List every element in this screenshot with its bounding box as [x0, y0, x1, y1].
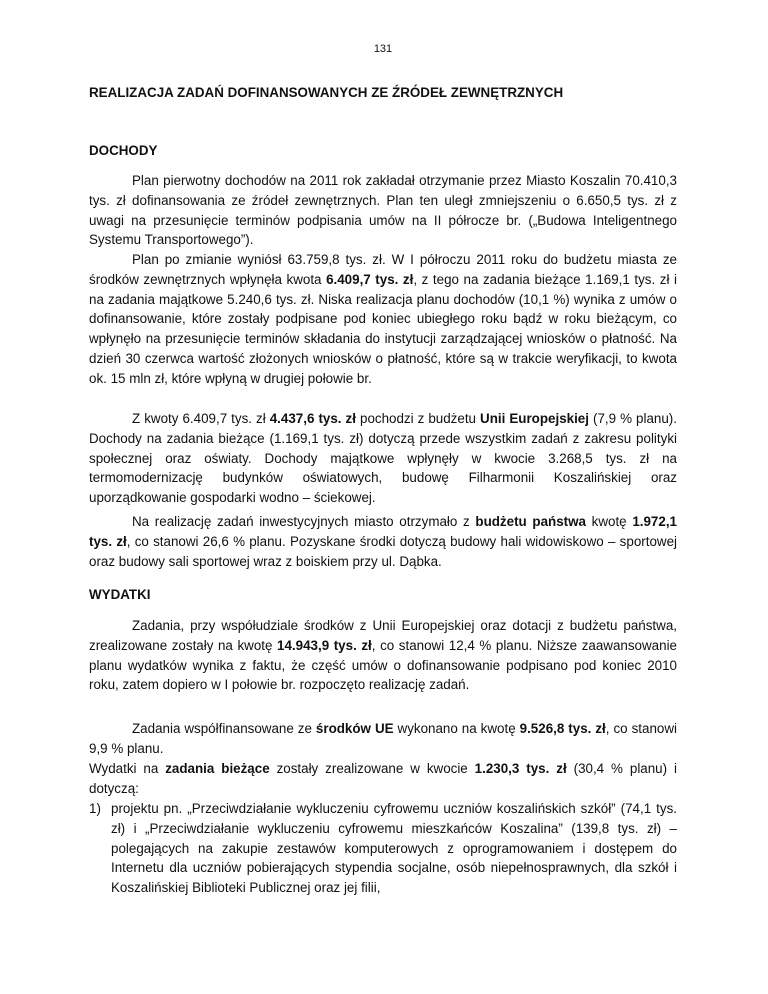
paragraph-text: wykonano na kwotę: [393, 721, 520, 736]
section-heading-dochody: DOCHODY: [89, 143, 158, 158]
paragraph-dochody-4: [89, 512, 677, 571]
paragraph-text: , co stanowi 26,6 % planu. Pozyskane środki dotyczą budowy hali widowiskowo – sportowej oraz budowy sali sportowej wraz z boiskiem przy ul. Dąbka.: [89, 533, 677, 569]
paragraph-wydatki-1: [89, 616, 677, 695]
paragraph-text: zostały zrealizowane w kwocie: [269, 761, 475, 776]
paragraph-text: (30,4 % planu) i dotyczą:: [89, 761, 677, 796]
list-item-text: projektu pn. „Przeciwdziałanie wykluczeniu cyfrowemu uczniów koszalińskich szkół” (74,1 tys. zł) i „Przeciwdziałanie wykluczeniu cyfrowemu mieszkańców Koszalina” (139,8 tys. zł) – polegających na zakupie zestawów komputerowych z oprogramowaniem i dostępem do Internetu dla uczniów pobierających stypendia socjalne, osób niepełnosprawnych, dla szkół i Koszalińskiej Biblioteki Publicznej oraz jej filii,: [111, 801, 677, 896]
paragraph-text: Zadania współfinansowane ze: [132, 721, 316, 736]
paragraph-text: Z kwoty 6.409,7 tys. zł: [132, 411, 270, 426]
amount-highlight: 4.437,6 tys. zł: [269, 411, 356, 426]
page-title: REALIZACJA ZADAŃ DOFINANSOWANYCH ZE ŹRÓDEŁ ZEWNĘTRZNYCH: [89, 85, 564, 100]
page-number: 131: [373, 43, 393, 55]
amount-highlight: 14.943,9 tys. zł: [277, 637, 372, 653]
amount-highlight: 9.526,8 tys. zł: [519, 721, 606, 736]
source-highlight: Unii Europejskiej: [480, 411, 589, 426]
paragraph-dochody-1: [89, 171, 677, 250]
amount-highlight: 1.230,3 tys. zł: [474, 761, 567, 776]
paragraph-text: Na realizację zadań inwestycyjnych miasto otrzymało z: [132, 514, 476, 529]
paragraph-wydatki-2: [89, 719, 677, 759]
paragraph-dochody-2: [89, 250, 677, 389]
paragraph-text: Zadania, przy współudziale środków z Unii Europejskiej oraz dotacji z budżetu państwa, zrealizowane zostały na kwotę: [89, 618, 677, 653]
paragraph-text: (7,9 % planu). Dochody na zadania bieżące (1.169,1 tys. zł) dotyczą przede wszystkim zadań z zakresu polityki społecznej oraz oświaty. Dochody majątkowe wpłynęły w kwocie 3.268,5 tys. zł na termomodernizację budynków oświatowych, budowę Filharmonii Koszalińskiej oraz uporządkowanie gospodarki wodno – ściekowej.: [89, 411, 677, 506]
amount-highlight: 1.972,1 tys. zł: [89, 514, 677, 549]
source-highlight: środków UE: [315, 721, 394, 736]
paragraph-text: Plan po zmianie wyniósł 63.759,8 tys. zł. W I półroczu 2011 roku do budżetu miasta ze środków zewnętrznych wpłynęła kwota: [89, 252, 677, 287]
section-heading-wydatki: WYDATKI: [89, 587, 151, 602]
category-highlight: zadania bieżące: [165, 761, 270, 776]
amount-highlight: 6.409,7 tys. zł: [326, 271, 414, 287]
paragraph-text: , co stanowi 9,9 % planu.: [89, 721, 677, 756]
source-highlight: budżetu państwa: [475, 514, 586, 529]
paragraph-text: Plan pierwotny dochodów na 2011 rok zakładał otrzymanie przez Miasto Koszalin 70.410,3 tys. zł dofinansowania ze źródeł zewnętrznych. Plan ten uległ zmniejszeniu o 6.650,5 tys. zł z uwagi na przesunięcie terminów podpisania umów na II półrocze br. („Budowa Inteligentnego Systemu Transportowego”).: [89, 173, 677, 248]
paragraph-text: pochodzi z budżetu: [355, 411, 481, 426]
list-item: [89, 799, 677, 898]
paragraph-text: , z tego na zadania bieżące 1.169,1 tys. zł i na zadania majątkowe 5.240,6 tys. zł. Niska realizacja planu dochodów (10,1 %) wynika z umów o dofinansowanie, które zostały podpisane pod koniec ubiegłego roku bądź w roku bieżącym, co wpłynęło na przesunięcie terminów składania do instytucji zarządzającej wniosków o płatność. Na dzień 30 czerwca wartość złożonych wniosków o płatność, które są w trakcie weryfikacji, to kwota ok. 15 mln zł, które wpłyną w drugiej połowie br.: [89, 271, 677, 386]
paragraph-text: Wydatki na: [89, 761, 166, 776]
paragraph-wydatki-3: [89, 759, 677, 799]
paragraph-dochody-3: [89, 409, 677, 508]
paragraph-text: kwotę: [585, 514, 633, 529]
paragraph-text: , co stanowi 12,4 % planu. Niższe zaawansowanie planu wydatków wynika z faktu, że część umów o dofinansowanie podpisano pod koniec 2010 roku, zatem dopiero w I połowie br. rozpoczęto realizację zadań.: [89, 637, 677, 693]
list-item-number: 1): [89, 801, 101, 816]
